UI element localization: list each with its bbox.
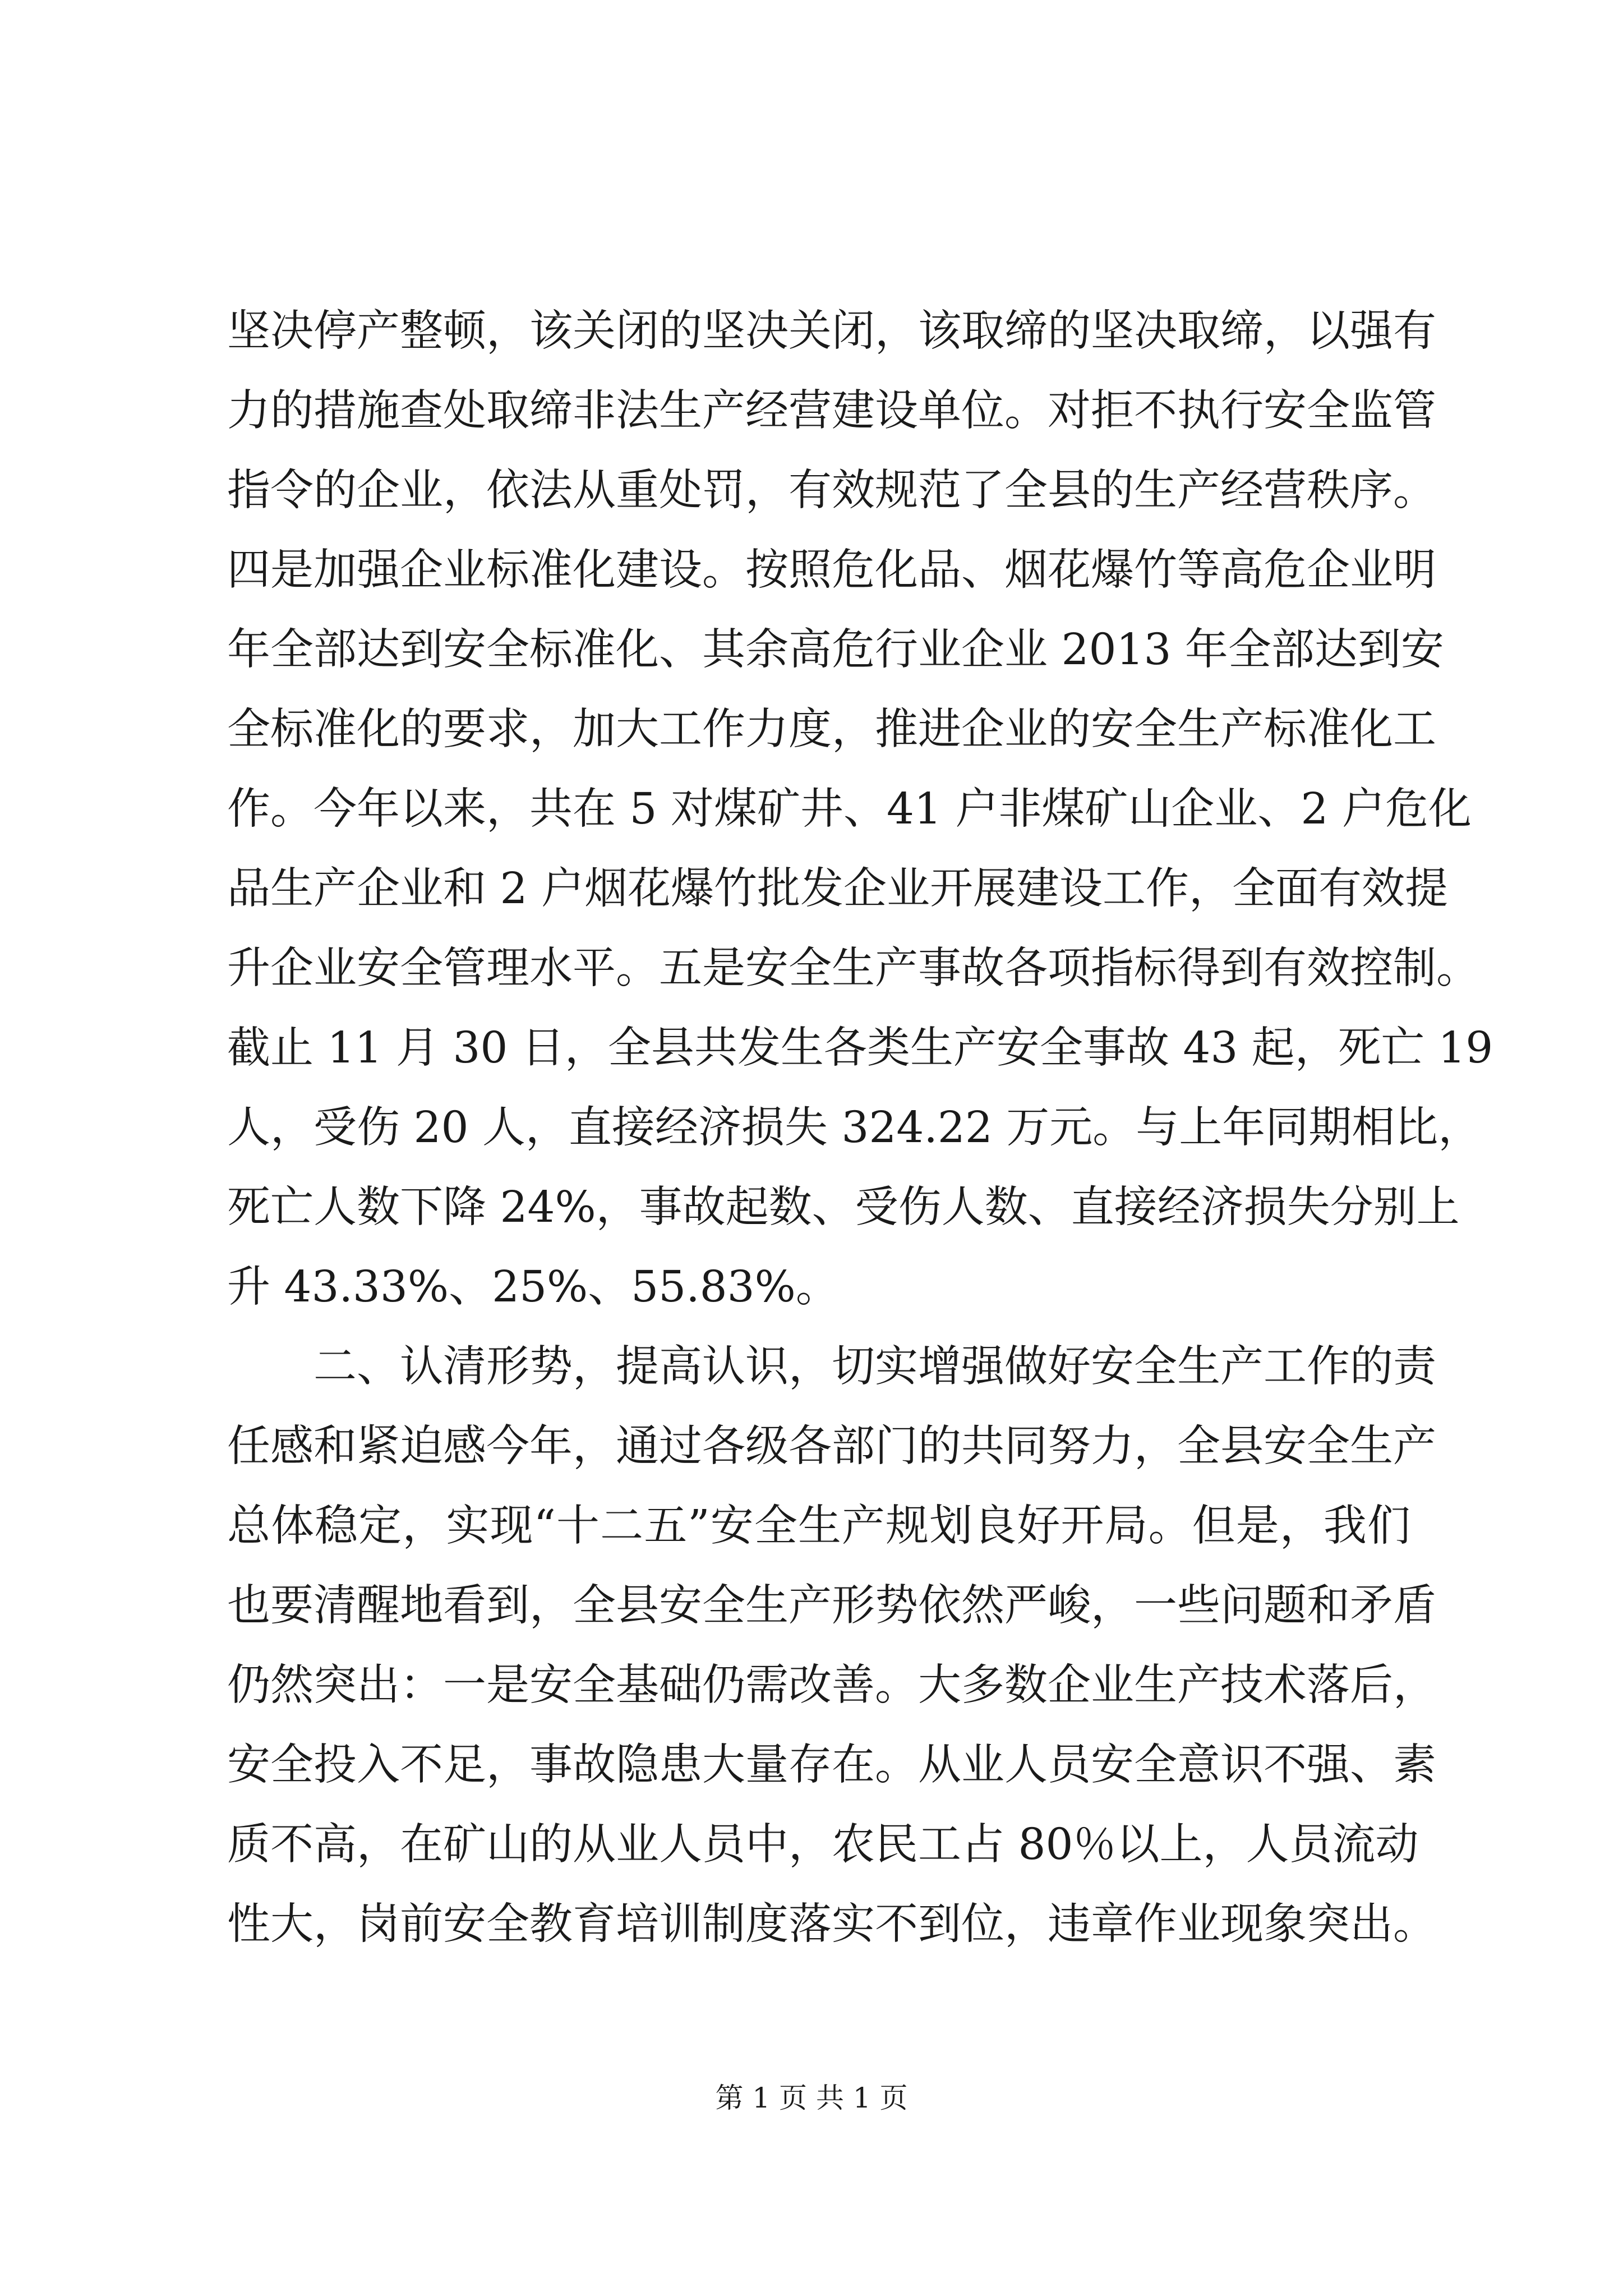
text-line: 质不高，在矿山的从业人员中，农民工占 80％以上，人员流动 — [227, 1820, 1419, 1870]
page-footer: 第 1 页 共 1 页 — [715, 2082, 908, 2114]
text-line: 年全部达到安全标准化、其余高危行业企业 2013 年全部达到安 — [227, 625, 1444, 675]
text-line: 升企业安全管理水平。五是安全生产事故各项指标得到有效控制。 — [227, 944, 1479, 993]
text-line: 坚决停产整顿，该关闭的坚决关闭，该取缔的坚决取缔，以强有 — [227, 306, 1436, 356]
text-line: 人，受伤 20 人，直接经济损失 324.22 万元。与上年同期相比， — [227, 1103, 1482, 1153]
text-line: 安全投入不足，事故隐患大量存在。从业人员安全意识不强、素 — [227, 1740, 1436, 1790]
text-line: 力的措施查处取缔非法生产经营建设单位。对拒不执行安全监管 — [227, 386, 1436, 436]
text-line: 品生产企业和 2 户烟花爆竹批发企业开展建设工作，全面有效提 — [227, 864, 1448, 914]
text-line: 二、认清形势，提高认识，切实增强做好安全生产工作的责 — [227, 1342, 1436, 1392]
text-line: 升 43.33%、25%、55.83%。 — [227, 1262, 839, 1312]
text-line: 也要清醒地看到，全县安全生产形势依然严峻，一些问题和矛盾 — [227, 1581, 1436, 1631]
text-line: 性大，岗前安全教育培训制度落实不到位，违章作业现象突出。 — [227, 1899, 1436, 1949]
text-line: 四是加强企业标准化建设。按照危化品、烟花爆竹等高危企业明 — [227, 545, 1436, 595]
text-line: 指令的企业，依法从重处罚，有效规范了全县的生产经营秩序。 — [227, 466, 1436, 516]
text-line: 任感和紧迫感今年，通过各级各部门的共同努力，全县安全生产 — [227, 1421, 1436, 1471]
body-text — [227, 292, 1493, 1964]
text-line: 全标准化的要求，加大工作力度，推进企业的安全生产标准化工 — [227, 705, 1436, 754]
text-line: 总体稳定，实现“十二五”安全生产规划良好开局。但是，我们 — [227, 1501, 1410, 1551]
text-line: 截止 11 月 30 日，全县共发生各类生产安全事故 43 起，死亡 19 — [227, 1023, 1493, 1073]
text-line: 仍然突出：一是安全基础仍需改善。大多数企业生产技术落后， — [227, 1660, 1436, 1710]
text-line: 死亡人数下降 24%，事故起数、受伤人数、直接经济损失分别上 — [227, 1182, 1460, 1232]
text-line: 作。今年以来，共在 5 对煤矿井、41 户非煤矿山企业、2 户危化 — [227, 784, 1472, 834]
